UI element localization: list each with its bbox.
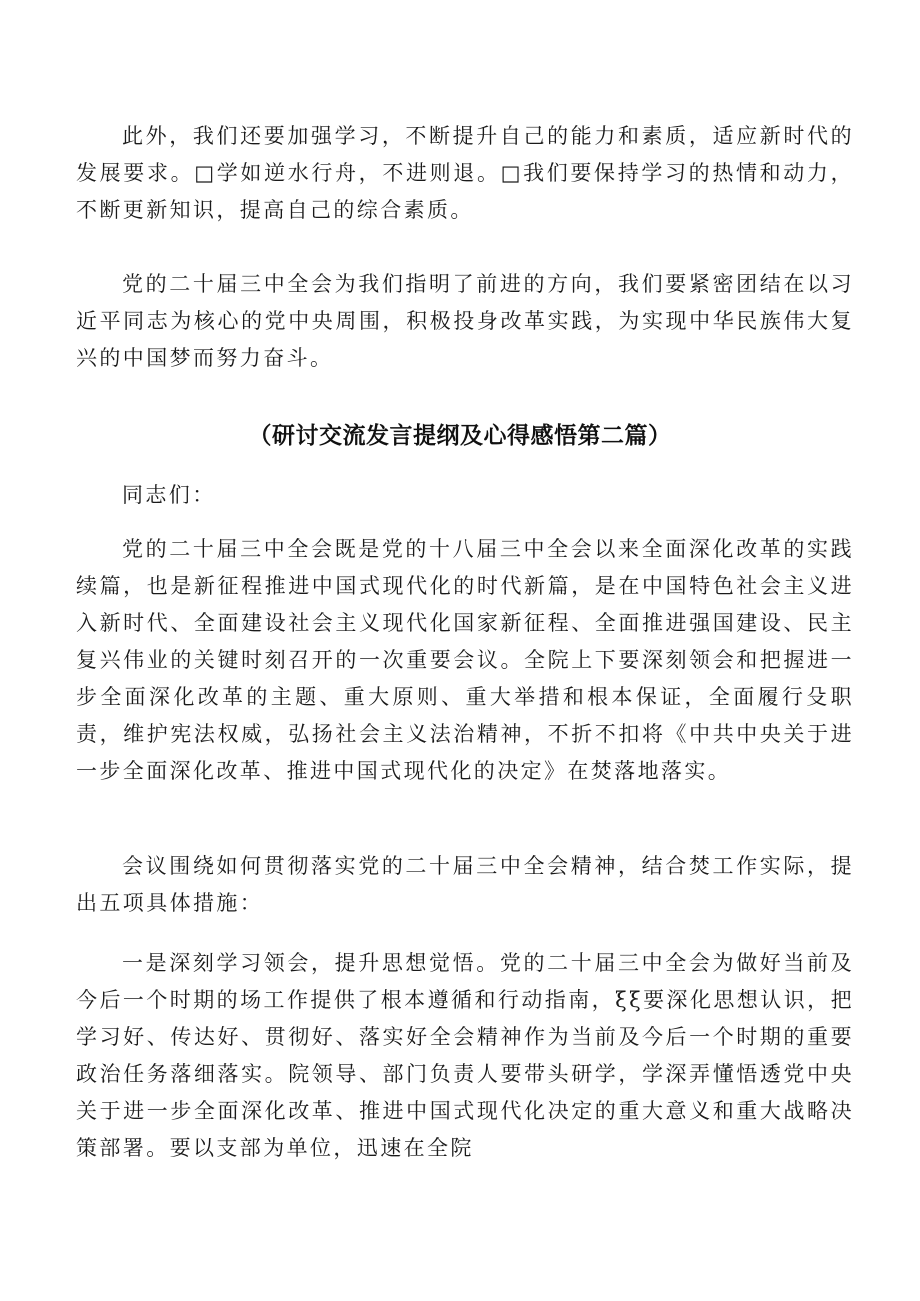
salutation: 同志们： bbox=[122, 483, 216, 507]
paragraph-five-measures: 会议围绕如何贯彻落实党的二十届三中全会精神，结合焚工作实际，提出五项具体措施： bbox=[76, 854, 854, 915]
paragraph-measure-one: 一是深刻学习领会，提升思想觉悟。党的二十届三中全会为做好当前及今后一个时期的场工作提供了根本遵循和行动指南，ξξ要深化思想认识，把学习好、传达好、贯彻好、落实好全会精神作为当前及今后一个时期的重要政治任务落细落实。院领导、部门负责人要带头研学，学深弄懂悟透党中央关于进一步全面深化改革、推进中国式现代化决定的重大意义和重大战略决策部署。要以支部为单位，迅速在全院 bbox=[76, 951, 854, 1160]
paragraph-direction: 党的二十届三中全会为我们指明了前进的方向，我们要紧密团结在以习近平同志为核心的党中央周围，积极投身改革实践，为实现中华民族伟大复兴的中国梦而努力奋斗。 bbox=[76, 272, 854, 370]
paragraph-learning: 此外，我们还要加强学习，不断提升自己的能力和素质，适应新时代的发展要求。□学如逆水行舟，不进则退。□我们要保持学习的热情和动力，不断更新知识，提高自己的综合素质。 bbox=[76, 124, 854, 222]
section-title: （研讨交流发言提纲及心得感悟第二篇） bbox=[248, 423, 672, 449]
paragraph-plenum-significance: 党的二十届三中全会既是党的十八届三中全会以来全面深化改革的实践续篇，也是新征程推进中国式现代化的时代新篇，是在中国特色社会主义进入新时代、全面建设社会主义现代化国家新征程、全面推进强国建设、民主复兴伟业的关键时刻召开的一次重要会议。全院上下要深刻领会和把握进一步全面深化改革的主题、重大原则、重大举措和根本保证，全面履行殳职责，维护宪法权威，弘扬社会主义法治精神，不折不扣将《中共中央关于进一步全面深化改革、推进中国式现代化的决定》在焚落地落实。 bbox=[76, 537, 854, 783]
